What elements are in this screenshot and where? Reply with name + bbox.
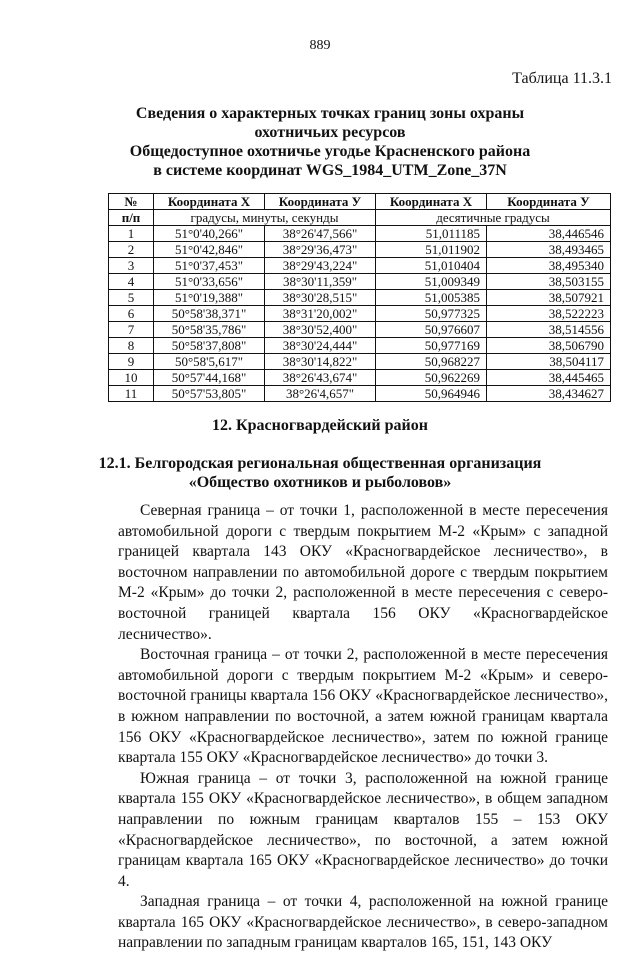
coord-x-dms-cell: 50°57'44,168" (154, 370, 265, 386)
coord-y-dec-cell: 38,506790 (487, 338, 611, 354)
row-number-cell: 1 (109, 226, 154, 242)
title-line-3: Общедоступное охотничье угодье Красненского района (129, 143, 531, 160)
coord-y-dms-cell: 38°26'43,674" (265, 370, 376, 386)
coord-y-dms-cell: 38°30'28,515" (265, 290, 376, 306)
table-label: Таблица 11.3.1 (512, 70, 612, 87)
row-number-cell: 3 (109, 258, 154, 274)
coord-y-dms-cell: 38°30'11,359" (265, 274, 376, 290)
coord-x-dec-cell: 51,011185 (376, 226, 487, 242)
table-row (109, 226, 611, 242)
coord-y-dec-cell: 38,445465 (487, 370, 611, 386)
table-header-row (109, 194, 611, 210)
coord-x-dms-cell: 50°58'38,371" (154, 306, 265, 322)
table-title (60, 104, 600, 180)
title-line-1: Сведения о характерных точках границ зоны охраны (135, 105, 525, 122)
coord-y-dec-cell: 38,503155 (487, 274, 611, 290)
coord-y-dms-cell: 38°30'14,822" (265, 354, 376, 370)
row-number-cell: 7 (109, 322, 154, 338)
coord-x-dms-cell: 50°57'53,805" (154, 386, 265, 402)
coord-y-dec-cell: 38,522223 (487, 306, 611, 322)
table-row (109, 386, 611, 402)
coord-y-dms-cell: 38°26'4,657" (265, 386, 376, 402)
header-coord-x-dms: Координата X (154, 194, 265, 210)
section-12-1-line-1: 12.1. Белгородская региональная общественная организация (98, 455, 542, 472)
paragraph-south-boundary: Южная граница – от точки 3, расположенной на южной границе квартала 155 ОКУ «Красногвардейское лесничество», в общем западном направлении по южным границам кварталов 155 – 153 ОКУ «Красногвардейское лесничество», по восточной, а затем южной границам квартала 165 ОКУ «Красногвардейское лесничество» до точки 4. (118, 769, 608, 890)
row-number-cell: 9 (109, 354, 154, 370)
coord-x-dec-cell: 50,976607 (376, 322, 487, 338)
table-row (109, 338, 611, 354)
header-decimal: десятичные градусы (376, 210, 611, 226)
coord-x-dec-cell: 51,011902 (376, 242, 487, 258)
coord-x-dms-cell: 51°0'19,388" (154, 290, 265, 306)
coord-x-dms-cell: 50°58'5,617" (154, 354, 265, 370)
paragraph-north-boundary: Северная граница – от точки 1, расположенной в месте пересечения автомобильной дороги с твердым покрытием М-2 «Крым» с западной границей квартала 143 ОКУ «Красногвардейское лесничество», в восточном направлении по автомобильной дороге с твердым покрытием М-2 «Крым» до точки 2, расположенной в месте пересечения с северо-восточной границей квартала 156 ОКУ «Красногвардейское лесничество». (118, 502, 608, 643)
title-line-4: в системе координат WGS_1984_UTM_Zone_37N (153, 162, 507, 179)
coord-y-dec-cell: 38,434627 (487, 386, 611, 402)
coord-x-dec-cell: 50,962269 (376, 370, 487, 386)
coord-x-dms-cell: 50°58'37,808" (154, 338, 265, 354)
coord-y-dms-cell: 38°30'52,400" (265, 322, 376, 338)
header-coord-x-dec: Координата X (376, 194, 487, 210)
header-coord-y-dms: Координата У (265, 194, 376, 210)
row-number-cell: 11 (109, 386, 154, 402)
row-number-cell: 4 (109, 274, 154, 290)
coord-x-dms-cell: 50°58'35,786" (154, 322, 265, 338)
table-row (109, 274, 611, 290)
coord-x-dms-cell: 51°0'37,453" (154, 258, 265, 274)
table-row (109, 322, 611, 338)
table-row (109, 370, 611, 386)
coord-x-dms-cell: 51°0'40,266" (154, 226, 265, 242)
table-row (109, 242, 611, 258)
coord-y-dec-cell: 38,446546 (487, 226, 611, 242)
coord-x-dec-cell: 51,009349 (376, 274, 487, 290)
title-line-2: охотничьих ресурсов (254, 124, 406, 141)
coord-y-dms-cell: 38°30'24,444" (265, 338, 376, 354)
section-heading-12-1 (0, 454, 640, 492)
coordinates-table (108, 193, 611, 402)
table-subheader-row (109, 210, 611, 226)
coord-y-dms-cell: 38°26'47,566" (265, 226, 376, 242)
coord-y-dms-cell: 38°29'36,473" (265, 242, 376, 258)
paragraph-east-boundary: Восточная граница – от точки 2, расположенной в месте пересечения автомобильной дороги с твердым покрытием М-2 «Крым» и северо-восточной границы квартала 156 ОКУ «Красногвардейское лесничество», в южном направлении по восточной, а затем южной границам квартала 156 ОКУ «Красногвардейское лесничество», затем по южной границе квартала 155 ОКУ «Красногвардейское лесничество» до точки 3. (118, 646, 608, 767)
coord-x-dec-cell: 50,968227 (376, 354, 487, 370)
section-heading-12: 12. Красногвардейский район (212, 417, 428, 434)
row-number-cell: 10 (109, 370, 154, 386)
row-number-cell: 5 (109, 290, 154, 306)
table-row (109, 290, 611, 306)
header-coord-y-dec: Координата У (487, 194, 611, 210)
coord-y-dec-cell: 38,507921 (487, 290, 611, 306)
row-number-cell: 2 (109, 242, 154, 258)
row-number-cell: 8 (109, 338, 154, 354)
section-12-1-line-2: «Общество охотников и рыболовов» (188, 474, 452, 491)
coord-y-dms-cell: 38°31'20,002" (265, 306, 376, 322)
coord-x-dms-cell: 51°0'42,846" (154, 242, 265, 258)
header-dms: градусы, минуты, секунды (154, 210, 376, 226)
coordinates-table-body (109, 226, 611, 402)
row-number-cell: 6 (109, 306, 154, 322)
coord-y-dms-cell: 38°29'43,224" (265, 258, 376, 274)
coord-x-dec-cell: 51,010404 (376, 258, 487, 274)
coord-y-dec-cell: 38,514556 (487, 322, 611, 338)
coord-y-dec-cell: 38,504117 (487, 354, 611, 370)
page-number: 889 (309, 38, 331, 53)
paragraph-west-boundary: Западная граница – от точки 4, расположенной на южной границе квартала 165 ОКУ «Красногвардейское лесничество», в северо-западном направлении по западным границам кварталов 165, 151, 143 ОКУ (118, 893, 608, 952)
coord-y-dec-cell: 38,495340 (487, 258, 611, 274)
coord-x-dec-cell: 50,977169 (376, 338, 487, 354)
header-num-sub: п/п (109, 210, 154, 226)
coord-x-dec-cell: 50,977325 (376, 306, 487, 322)
coord-y-dec-cell: 38,493465 (487, 242, 611, 258)
coord-x-dec-cell: 50,964946 (376, 386, 487, 402)
coord-x-dms-cell: 51°0'33,656" (154, 274, 265, 290)
body-text (118, 501, 608, 954)
table-row (109, 306, 611, 322)
header-num: № (109, 194, 154, 210)
coord-x-dec-cell: 51,005385 (376, 290, 487, 306)
table-row (109, 354, 611, 370)
table-row (109, 258, 611, 274)
